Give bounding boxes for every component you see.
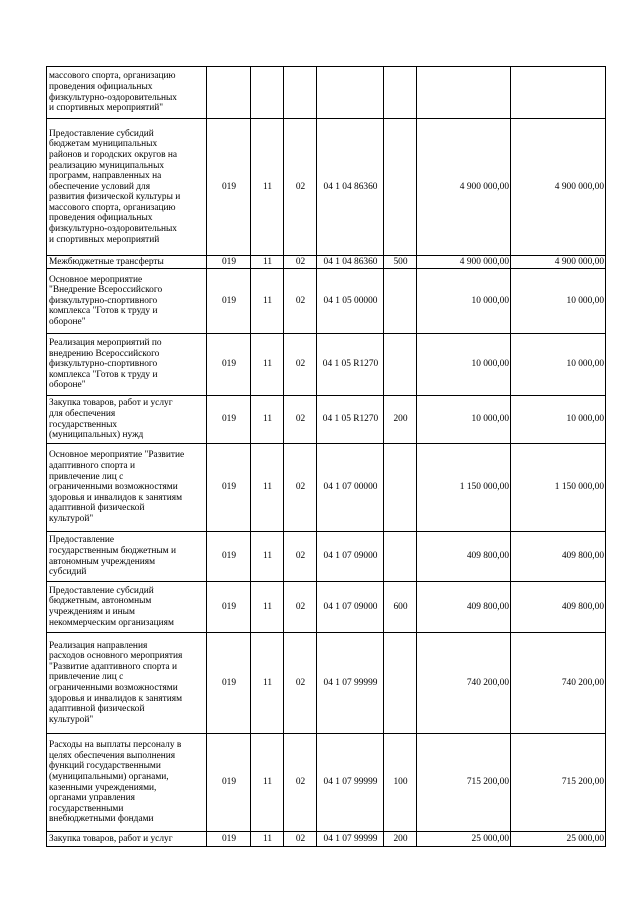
sum-second: 10 000,00 (511, 269, 606, 334)
ministry-code: 019 (207, 444, 251, 532)
expense-type-code (384, 532, 417, 582)
section-code: 11 (251, 832, 284, 847)
target-code: 04 1 07 99999 (317, 832, 384, 847)
subsection-code (284, 67, 317, 119)
section-code: 11 (251, 444, 284, 532)
expense-type-code: 200 (384, 396, 417, 444)
ministry-code: 019 (207, 832, 251, 847)
target-code: 04 1 04 86360 (317, 119, 384, 256)
target-code: 04 1 07 09000 (317, 532, 384, 582)
subsection-code: 02 (284, 582, 317, 633)
table-row (47, 532, 606, 582)
sum-first: 4 900 000,00 (417, 256, 511, 269)
ministry-code: 019 (207, 633, 251, 734)
sum-first: 740 200,00 (417, 633, 511, 734)
row-name: Реализация мероприятий по внедрению Всероссийского физкультурно-спортивного комплекса "Готов к труду и обороне" (47, 334, 207, 396)
sum-second: 4 900 000,00 (511, 256, 606, 269)
expense-type-code (384, 334, 417, 396)
section-code: 11 (251, 396, 284, 444)
ministry-code: 019 (207, 532, 251, 582)
target-code: 04 1 07 99999 (317, 734, 384, 832)
sum-first: 4 900 000,00 (417, 119, 511, 256)
target-code: 04 1 05 00000 (317, 269, 384, 334)
expense-type-code (384, 444, 417, 532)
row-name: Предоставление субсидий бюджетам муниципальных районов и городских округов на реализацию муниципальных программ, направленных на обеспечение условий для развития физической культуры и массового спорта, организацию проведения официальных физкультурно-оздоровительных и спортивных мероприятий (47, 119, 207, 256)
sum-second (511, 67, 606, 119)
sum-first: 10 000,00 (417, 334, 511, 396)
table-row (47, 334, 606, 396)
section-code: 11 (251, 119, 284, 256)
sum-second: 1 150 000,00 (511, 444, 606, 532)
expense-type-code (384, 119, 417, 256)
section-code: 11 (251, 256, 284, 269)
sum-first: 10 000,00 (417, 396, 511, 444)
target-code: 04 1 04 86360 (317, 256, 384, 269)
expense-type-code (384, 269, 417, 334)
sum-second: 409 800,00 (511, 532, 606, 582)
table-row (47, 444, 606, 532)
sum-second: 10 000,00 (511, 334, 606, 396)
sum-first: 409 800,00 (417, 532, 511, 582)
row-name: Закупка товаров, работ и услуг для обеспечения государственных (муниципальных) нужд (47, 396, 207, 444)
sum-second: 25 000,00 (511, 832, 606, 847)
expense-type-code: 500 (384, 256, 417, 269)
row-name: Основное мероприятие "Внедрение Всероссийского физкультурно-спортивного комплекса "Готов к труду и обороне" (47, 269, 207, 334)
section-code: 11 (251, 582, 284, 633)
target-code: 04 1 05 R1270 (317, 334, 384, 396)
row-name: Предоставление субсидий бюджетным, автономным учреждениям и иным некоммерческим организациям (47, 582, 207, 633)
table-row (47, 67, 606, 119)
section-code: 11 (251, 532, 284, 582)
sum-second: 4 900 000,00 (511, 119, 606, 256)
subsection-code: 02 (284, 396, 317, 444)
expense-type-code (384, 633, 417, 734)
row-name: Расходы на выплаты персоналу в целях обеспечения выполнения функций государственными (муниципальными) органами, казенными учреждениями, органами управления государственными внебюджетными фондами (47, 734, 207, 832)
table-body (47, 67, 606, 847)
section-code: 11 (251, 269, 284, 334)
sum-second: 10 000,00 (511, 396, 606, 444)
row-name: Предоставление государственным бюджетным и автономным учреждениям субсидий (47, 532, 207, 582)
table-row (47, 832, 606, 847)
ministry-code: 019 (207, 582, 251, 633)
row-name: Основное мероприятие "Развитие адаптивного спорта и привлечение лиц с ограниченными возможностями здоровья и инвалидов к занятиям адаптивной физической культурой" (47, 444, 207, 532)
row-name: Межбюджетные трансферты (47, 256, 207, 269)
table-row (47, 119, 606, 256)
target-code: 04 1 07 99999 (317, 633, 384, 734)
sum-first: 1 150 000,00 (417, 444, 511, 532)
subsection-code: 02 (284, 269, 317, 334)
budget-table (46, 66, 606, 847)
row-name: массового спорта, организацию проведения официальных физкультурно-оздоровительных и спортивных мероприятий" (47, 67, 207, 119)
table-row (47, 582, 606, 633)
subsection-code: 02 (284, 444, 317, 532)
ministry-code: 019 (207, 119, 251, 256)
table-row (47, 269, 606, 334)
subsection-code: 02 (284, 256, 317, 269)
table-row (47, 256, 606, 269)
sum-first (417, 67, 511, 119)
subsection-code: 02 (284, 633, 317, 734)
table-row (47, 633, 606, 734)
ministry-code: 019 (207, 334, 251, 396)
sum-second: 740 200,00 (511, 633, 606, 734)
ministry-code (207, 67, 251, 119)
expense-type-code (384, 67, 417, 119)
expense-type-code: 100 (384, 734, 417, 832)
ministry-code: 019 (207, 396, 251, 444)
section-code: 11 (251, 334, 284, 396)
table-row (47, 734, 606, 832)
section-code: 11 (251, 633, 284, 734)
target-code: 04 1 07 00000 (317, 444, 384, 532)
sum-second: 715 200,00 (511, 734, 606, 832)
expense-type-code: 200 (384, 832, 417, 847)
subsection-code: 02 (284, 832, 317, 847)
subsection-code: 02 (284, 334, 317, 396)
target-code: 04 1 05 R1270 (317, 396, 384, 444)
subsection-code: 02 (284, 532, 317, 582)
ministry-code: 019 (207, 734, 251, 832)
subsection-code: 02 (284, 734, 317, 832)
target-code (317, 67, 384, 119)
sum-first: 10 000,00 (417, 269, 511, 334)
section-code (251, 67, 284, 119)
sum-first: 25 000,00 (417, 832, 511, 847)
row-name: Реализация направления расходов основного мероприятия "Развитие адаптивного спорта и привлечение лиц с ограниченными возможностями здоровья и инвалидов к занятиям адаптивной физической культурой" (47, 633, 207, 734)
section-code: 11 (251, 734, 284, 832)
sum-second: 409 800,00 (511, 582, 606, 633)
ministry-code: 019 (207, 256, 251, 269)
ministry-code: 019 (207, 269, 251, 334)
sum-first: 715 200,00 (417, 734, 511, 832)
target-code: 04 1 07 09000 (317, 582, 384, 633)
subsection-code: 02 (284, 119, 317, 256)
row-name: Закупка товаров, работ и услуг (47, 832, 207, 847)
expense-type-code: 600 (384, 582, 417, 633)
sum-first: 409 800,00 (417, 582, 511, 633)
table-row (47, 396, 606, 444)
